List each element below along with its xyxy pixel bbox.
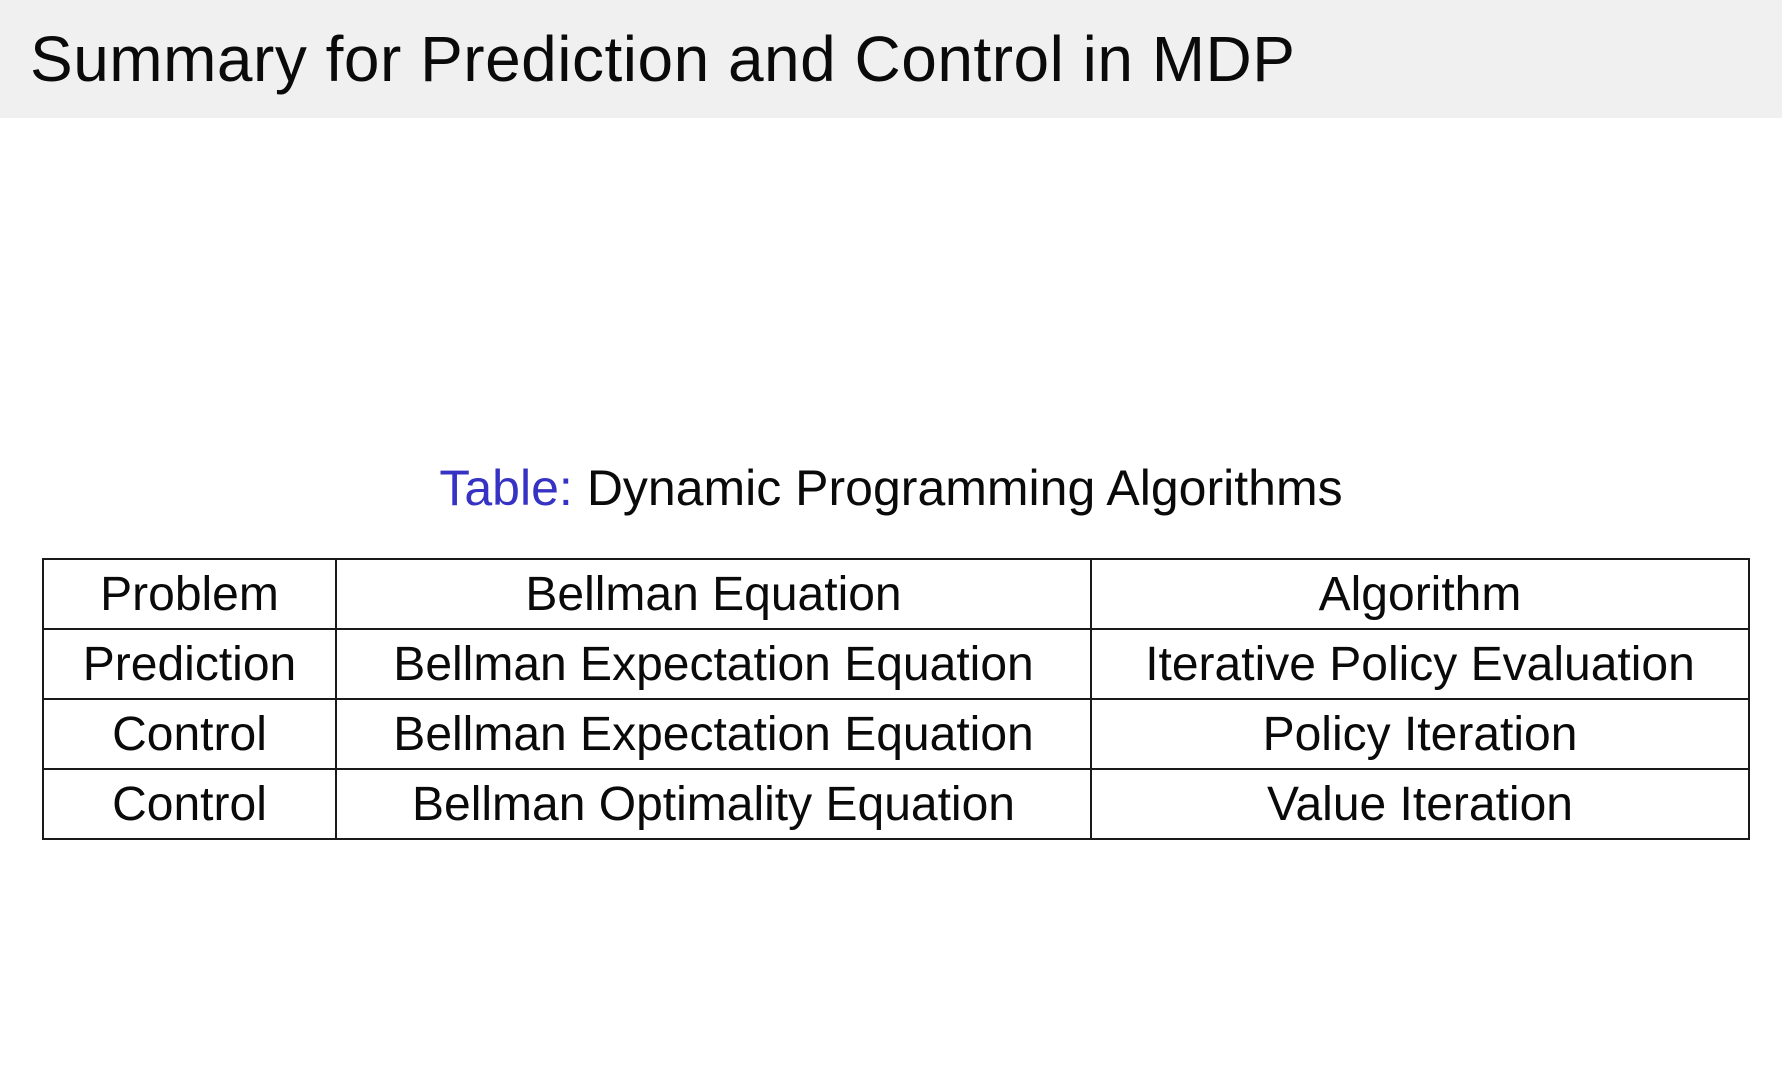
cell-algorithm: Policy Iteration bbox=[1091, 699, 1749, 769]
table-caption-prefix: Table: bbox=[439, 460, 573, 516]
cell-problem: Control bbox=[43, 699, 336, 769]
title-bar bbox=[0, 0, 1782, 118]
column-header-algorithm: Algorithm bbox=[1091, 559, 1749, 629]
column-header-problem: Problem bbox=[43, 559, 336, 629]
slide-title: Summary for Prediction and Control in MDP bbox=[30, 23, 1296, 95]
cell-bellman-equation: Bellman Expectation Equation bbox=[336, 629, 1091, 699]
table-caption bbox=[0, 458, 1782, 518]
column-header-bellman-equation: Bellman Equation bbox=[336, 559, 1091, 629]
cell-bellman-equation: Bellman Expectation Equation bbox=[336, 699, 1091, 769]
cell-algorithm: Value Iteration bbox=[1091, 769, 1749, 839]
table-caption-text: Dynamic Programming Algorithms bbox=[586, 460, 1343, 516]
table-row bbox=[43, 769, 1749, 839]
dp-algorithms-table bbox=[42, 558, 1750, 840]
cell-problem: Control bbox=[43, 769, 336, 839]
table-row bbox=[43, 699, 1749, 769]
cell-bellman-equation: Bellman Optimality Equation bbox=[336, 769, 1091, 839]
cell-algorithm: Iterative Policy Evaluation bbox=[1091, 629, 1749, 699]
table-header-row bbox=[43, 559, 1749, 629]
cell-problem: Prediction bbox=[43, 629, 336, 699]
table-row bbox=[43, 629, 1749, 699]
